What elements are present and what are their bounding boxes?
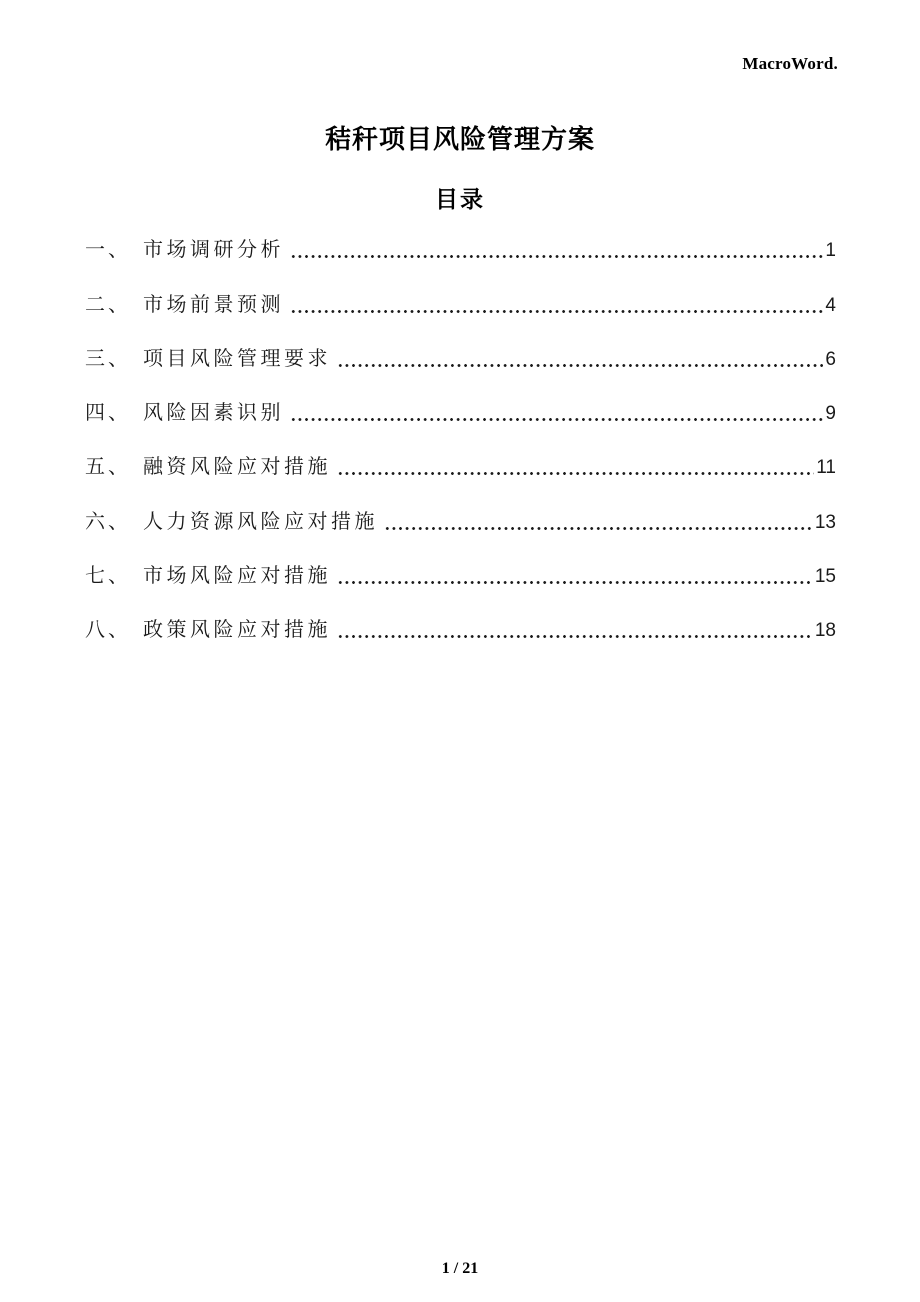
toc-entry[interactable]: [85, 549, 836, 603]
toc-entry-number: 三、: [85, 347, 131, 370]
toc-entry[interactable]: [85, 332, 836, 386]
toc-entry-page-number: 11: [816, 457, 836, 479]
toc-entry-page-number: 4: [825, 294, 836, 316]
toc-entry-label: 项目风险管理要求: [143, 347, 331, 370]
toc-entry[interactable]: [85, 277, 836, 331]
toc-entry-label: 市场风险应对措施: [143, 565, 331, 588]
toc-entry[interactable]: [85, 223, 836, 277]
toc-entry-page-number: 13: [814, 511, 836, 533]
toc-entry-number: 四、: [85, 402, 131, 425]
brand-logo-text: MacroWord.: [742, 54, 838, 73]
toc-entry-number: 六、: [85, 510, 131, 533]
toc-entry-number: 一、: [85, 239, 131, 262]
toc-entry-page-number: 18: [814, 620, 836, 642]
toc-entry-number: 七、: [85, 565, 131, 588]
toc-entry-label: 政策风险应对措施: [143, 619, 331, 642]
toc-entry-label: 市场前景预测: [143, 293, 284, 316]
toc-leader-dots: [337, 472, 814, 475]
table-of-contents: [85, 223, 836, 657]
toc-leader-dots: [290, 418, 823, 421]
toc-leader-dots: [337, 635, 813, 638]
toc-entry[interactable]: [85, 603, 836, 657]
toc-entry[interactable]: [85, 440, 836, 494]
toc-heading: 目录: [435, 186, 485, 212]
toc-entry-label: 融资风险应对措施: [143, 456, 331, 479]
toc-entry-label: 市场调研分析: [143, 239, 284, 262]
page-number-footer: 1 / 21: [441, 1260, 479, 1277]
toc-entry[interactable]: [85, 494, 836, 548]
document-title: 秸秆项目风险管理方案: [324, 124, 595, 154]
toc-entry-label: 人力资源风险应对措施: [143, 510, 378, 533]
toc-entry-page-number: 9: [825, 403, 836, 425]
toc-entry-number: 八、: [85, 619, 131, 642]
toc-entry-number: 二、: [85, 293, 131, 316]
toc-entry[interactable]: [85, 386, 836, 440]
toc-leader-dots: [290, 310, 823, 313]
toc-entry-number: 五、: [85, 456, 131, 479]
toc-entry-page-number: 6: [825, 348, 836, 370]
toc-entry-label: 风险因素识别: [143, 402, 284, 425]
toc-leader-dots: [337, 364, 823, 367]
toc-entry-page-number: 1: [825, 240, 836, 262]
toc-leader-dots: [290, 255, 823, 258]
toc-entry-page-number: 15: [814, 566, 836, 588]
toc-leader-dots: [384, 527, 813, 530]
toc-leader-dots: [337, 581, 813, 584]
